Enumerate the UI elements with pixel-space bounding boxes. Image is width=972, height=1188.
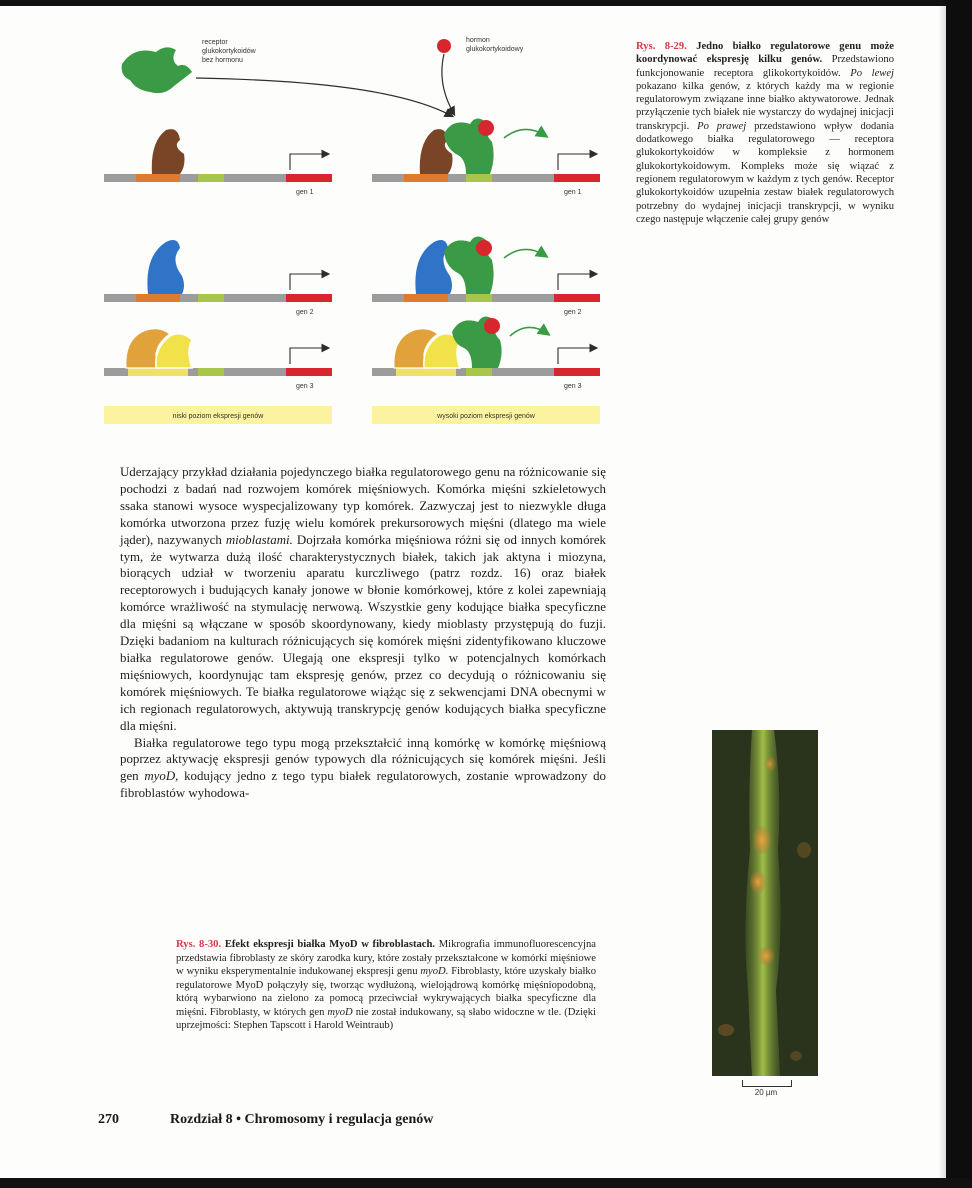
caption-8-29-title: Jedno białko regulatorowe genu może koordynować ekspresję kilku genów. (636, 41, 894, 66)
caption-8-29-right: Po prawej (697, 120, 747, 132)
scale-bar (736, 1080, 796, 1104)
paragraph-1-a: Uderzający przykład działania pojedynczego białka regulatorowego genu na różnicowanie się pochodzi z badań nad rozwojem komórek mięśniowych. Komórka mięśni szkieletowych ssaka stanowi wysoce wyspecjalizowany typ komórek. Zazwyczaj jest to niezwykle długa komórka utworzona przez fuzję wielu komórek prekursorowych mięśni (dlatego ma wiele jąder), nazywanych (120, 465, 606, 547)
svg-text:glukokortykoidów (202, 48, 257, 55)
paragraph-2 (120, 735, 606, 803)
paragraph-1 (120, 464, 606, 735)
svg-text:gen 3 (564, 383, 582, 390)
caption-8-30-part3: nie został indukowany, są słabo widoczne w tle. (Dzięki uprzejmości: Stephen Tapscott i Harold Weintraub) (176, 1006, 596, 1031)
svg-text:gen 2 (296, 309, 314, 316)
scale-bar-line (742, 1080, 792, 1087)
svg-text:glukokortykoidowy (466, 46, 524, 53)
svg-text:gen 3 (296, 383, 314, 390)
chapter-title: Rozdział 8 • Chromosomy i regulacja genów (170, 1112, 434, 1127)
figure-8-30-caption (176, 938, 596, 1033)
gene2-left (104, 240, 332, 316)
gene3-right-label: gen 3 (564, 383, 582, 390)
gene2-right (372, 236, 600, 316)
scan-border-right (946, 0, 972, 1188)
caption-8-29-part3: przedstawiono wpływ dodania dodatkowego białka regulatorowego — receptora glukokortykoidów w kompleksie z hormonem glukokortykoidowym. Kompleks może się wiązać z regionem regulatorowym w każdym z tych genów. Receptor glukokortykoidów uzupełnia zestaw białek regulatorowych potrzebny do wydajnej inicjacji transkrypcji, w wyniku czego następuje włączenie całej grupy genów (636, 120, 894, 225)
muscle-like-cell (745, 730, 780, 1076)
page-gutter-shadow (938, 0, 946, 1188)
hormone-label-2: glukokortykoidowy (466, 46, 524, 53)
caption-8-30-em1: myoD. (420, 966, 449, 977)
paragraph-2-a: Białka regulatorowe tego typu mogą przekształcić inną komórkę w komórkę mięśniową poprzez aktywację ekspresji genów typowych dla różnicujących się komórek mięśni. Jeśli gen (120, 735, 606, 784)
caption-8-29-part1: Przedstawiono funkcjonowanie receptora glikokortykoidów. (636, 54, 895, 79)
svg-text:gen 2 (564, 309, 582, 316)
caption-8-29-label: Rys. 8-29. (636, 41, 687, 52)
caption-8-30-part2: Fibroblasty, które uzyskały białko regulatorowe MyoD połączyły się, tworząc wydłużoną, wielojądrową komórkę mięśniopodobną, którą wybarwiono na zielono za pomocą przeciwciał wykrywających białka specyficzne dla mięśni. Fibroblasty, w których gen (176, 966, 597, 1018)
receptor-label-2: glukokortykoidów (202, 48, 256, 55)
main-body-text (120, 464, 606, 802)
receptor-label-3: bez hormonu (202, 57, 243, 64)
hormone-dot (437, 39, 451, 53)
gene2-right-label: gen 2 (564, 309, 582, 316)
caption-8-30-em2: myoD (327, 1006, 353, 1018)
page-number: 270 (98, 1112, 119, 1127)
paragraph-2-term: myoD, (144, 769, 179, 784)
svg-text:receptor (202, 39, 228, 46)
caption-8-30-part1: Mikrografia immunofluorescencyjna przedstawia fibroblasty ze skóry zarodka kury, które zostały przekształcone w komórki mięśniowe w wyniku eksperymentalnie indukowanej ekspresji genu (176, 939, 596, 977)
scan-border-bottom (0, 1178, 972, 1188)
free-receptor-shape (122, 47, 192, 93)
gene2-left-label: gen 2 (296, 309, 314, 316)
gene3-left-label: gen 3 (296, 383, 314, 390)
caption-8-30-label: Rys. 8-30. (176, 939, 222, 950)
receptor-label-1: receptor (202, 39, 228, 46)
gene1-left (104, 129, 332, 196)
paragraph-2-b: kodujący jedno z tego typu białek regulatorowych, zostanie wprowadzony do fibroblastów wyhodowa- (120, 769, 606, 801)
svg-text:gen 1 (564, 189, 582, 196)
hormone-arrow (442, 54, 454, 114)
page-footer (98, 1112, 598, 1132)
caption-8-30-title: Efekt ekspresji białka MyoD w fibroblastach. (224, 939, 436, 950)
svg-text:bez hormonu (202, 57, 243, 64)
gene1-right-label: gen 1 (564, 189, 582, 196)
scale-bar-label: 20 µm (754, 1088, 778, 1097)
myod-micrograph (712, 730, 818, 1076)
gene1-right (372, 118, 600, 196)
gene3-right (372, 316, 600, 390)
caption-8-29-left: Po lewej (850, 67, 895, 79)
low-expression-text: niski poziom ekspresji genów (172, 413, 264, 420)
figure-8-29-caption (636, 40, 894, 226)
svg-text:gen 1 (296, 189, 314, 196)
receptor-arrow (196, 78, 452, 116)
gene3-left (104, 329, 332, 390)
hormone-label-1: hormon (466, 37, 490, 44)
gene-regulation-diagram (100, 30, 620, 440)
svg-text:hormon (466, 37, 490, 44)
svg-text:wysoki poziom ekspresji genów (436, 413, 536, 420)
paragraph-1-term: mioblastami. (225, 532, 293, 547)
caption-8-29-part2: pokazano kilka genów, z których każdy ma w regionie regulatorowym związane inne białko aktywatorowe. Jednak przyłączenie tych białek nie wystarczy do wydajnej inicjacji transkrypcji. (636, 80, 894, 132)
svg-text:niski poziom ekspresji genów (173, 413, 265, 420)
gene1-left-label: gen 1 (296, 189, 314, 196)
scan-border-top (0, 0, 972, 6)
high-expression-text: wysoki poziom ekspresji genów (437, 413, 535, 420)
paragraph-1-b: Dojrzała komórka mięśniowa różni się od innych komórek tym, że wytwarza dużą ilość charakterystycznych białek, takich jak aktyna i miozyna, biorących udział w tworzeniu aparatu kurczliwego (patrz rozdz. 16) oraz białek receptorowych i budujących kanały jonowe w błonie komórkowej, które z kolei zapewniają komórce wrażliwość na stymulację nerwową. Wszystkie geny kodujące białka specyficzne dla mięśni są włączane w sposób skoordynowany, kiedy mioblasty przystępują do fuzji. Dzięki badaniom na kulturach różnicujących się komórek mięśni zidentyfikowano kluczowe białka regulatorowe genów. Ulegają one ekspresji tylko w potencjalnych komórkach mięśniowych, koordynując tam ekspresję genów, przez co decydują o różnicowaniu się komórek mięśniowych. Te białka regulatorowe wiążąc się z sekwencjami DNA obecnymi w ich regionach regulatorowych, aktywują transkrypcję genów kodujących białka specyficzne dla mięśni. (120, 532, 606, 733)
